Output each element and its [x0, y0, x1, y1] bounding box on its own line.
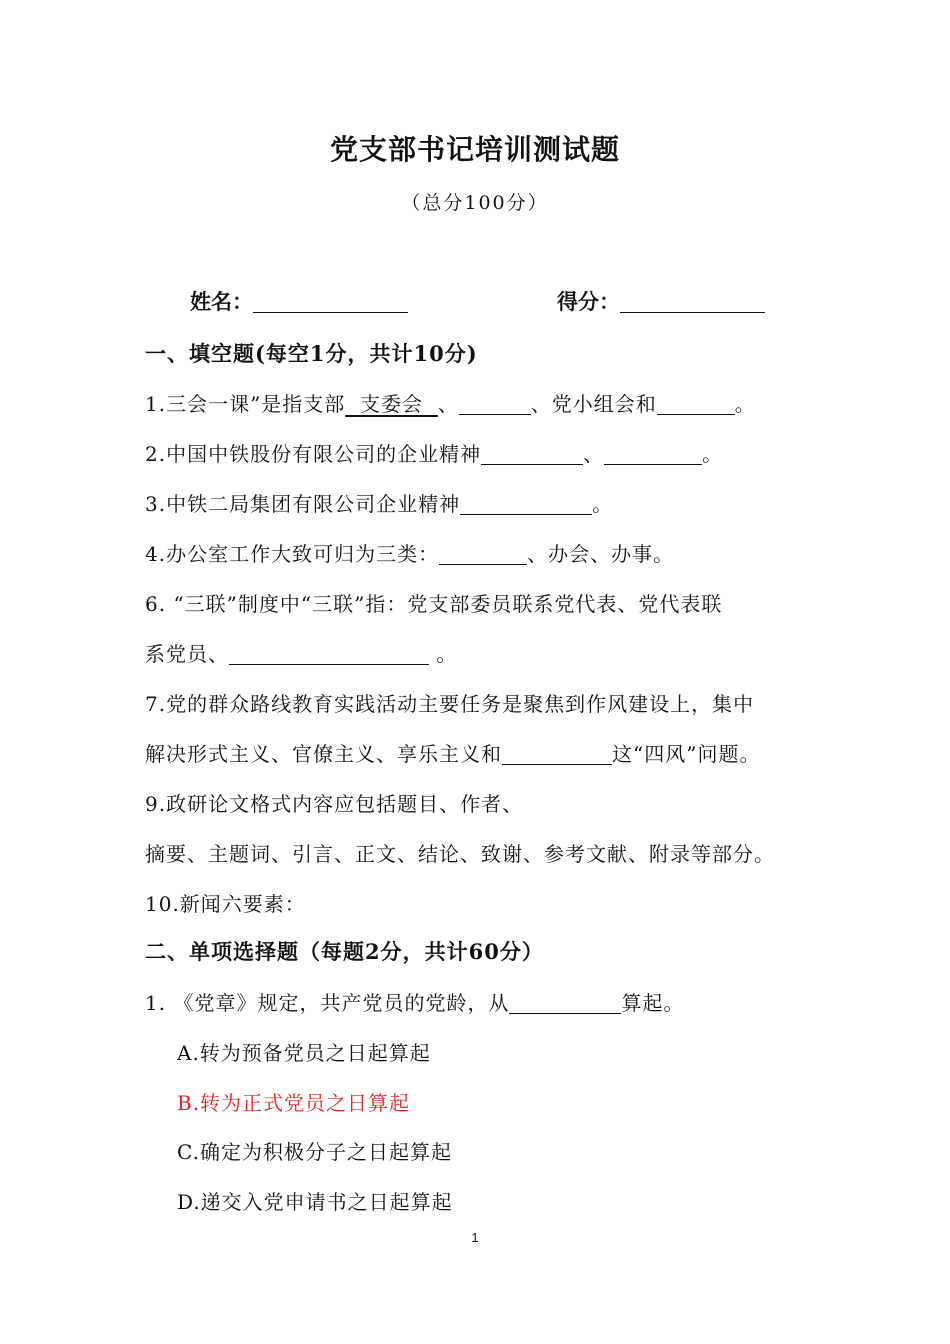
question-text: 1.三会一课”是指支部 [145, 392, 346, 416]
name-blank[interactable] [253, 290, 408, 313]
answer-blank[interactable] [481, 442, 583, 465]
answer-filled: 支委会 [345, 392, 438, 416]
question-text: 、 [437, 392, 459, 416]
question-text: 这“四风”问题。 [612, 742, 761, 766]
question-text: 、办会、办事。 [527, 542, 675, 566]
score-blank[interactable] [620, 290, 765, 313]
question-text: 系党员、 [145, 642, 229, 666]
answer-blank[interactable] [502, 742, 612, 765]
score-label: 得分： [557, 289, 620, 314]
question-1-6-line1: 6. “三联”制度中“三联”指：党支部委员联系党代表、党代表联 [145, 592, 723, 616]
question-text: 算起。 [621, 991, 685, 1015]
question-2-1 [145, 987, 684, 1016]
question-1-6-line2 [145, 638, 457, 667]
question-text: 、党小组会和 [530, 392, 657, 416]
question-1-1 [145, 388, 756, 417]
score-field [557, 286, 765, 316]
question-1-9-line2: 摘要、主题词、引言、正文、结论、致谢、参考文献、附录等部分。 [145, 842, 775, 866]
question-text: 3.中铁二局集团有限公司企业精神 [145, 492, 461, 516]
question-text: 4.办公室工作大致可归为三类： [145, 542, 440, 566]
question-text: 、 [583, 442, 605, 466]
page-title: 党支部书记培训测试题 [329, 133, 620, 166]
answer-blank[interactable] [657, 392, 735, 415]
question-text: 。 [592, 492, 614, 516]
section1-heading: 一、填空题(每空1分，共计10分) [145, 341, 478, 366]
answer-blank[interactable] [439, 542, 527, 565]
question-1-7-line2 [145, 738, 760, 767]
question-text: 解决形式主义、官僚主义、享乐主义和 [145, 742, 502, 766]
section2-heading: 二、单项选择题（每题2分，共计60分） [145, 939, 544, 964]
question-text: 。 [734, 392, 756, 416]
answer-blank[interactable] [459, 392, 531, 415]
question-1-4 [145, 538, 674, 567]
question-text: 。 [429, 642, 458, 666]
answer-blank[interactable] [229, 642, 429, 665]
name-label: 姓名： [190, 289, 253, 314]
question-1-2 [145, 438, 723, 467]
option-b-correct-answer[interactable]: B.转为正式党员之日算起 [177, 1091, 411, 1115]
answer-blank[interactable] [604, 442, 702, 465]
question-1-10: 10.新闻六要素： [145, 892, 306, 916]
question-1-9-line1: 9.政研论文格式内容应包括题目、作者、 [145, 792, 524, 816]
option-a[interactable]: A.转为预备党员之日起算起 [177, 1041, 431, 1065]
answer-blank[interactable] [460, 492, 592, 515]
question-text: 2.中国中铁股份有限公司的企业精神 [145, 442, 482, 466]
option-c[interactable]: C.确定为积极分子之日起算起 [177, 1140, 452, 1164]
page-subtitle: （总分100分） [401, 192, 549, 214]
option-d[interactable]: D.递交入党申请书之日起算起 [177, 1190, 453, 1214]
name-field [190, 286, 408, 316]
question-1-7-line1: 7.党的群众路线教育实践活动主要任务是聚焦到作风建设上，集中 [145, 692, 755, 716]
question-text: 。 [702, 442, 724, 466]
page-number: 1 [471, 1230, 479, 1245]
question-1-3 [145, 488, 613, 517]
question-text: 1. 《党章》规定，共产党员的党龄，从 [145, 991, 510, 1015]
answer-blank[interactable] [509, 991, 621, 1014]
